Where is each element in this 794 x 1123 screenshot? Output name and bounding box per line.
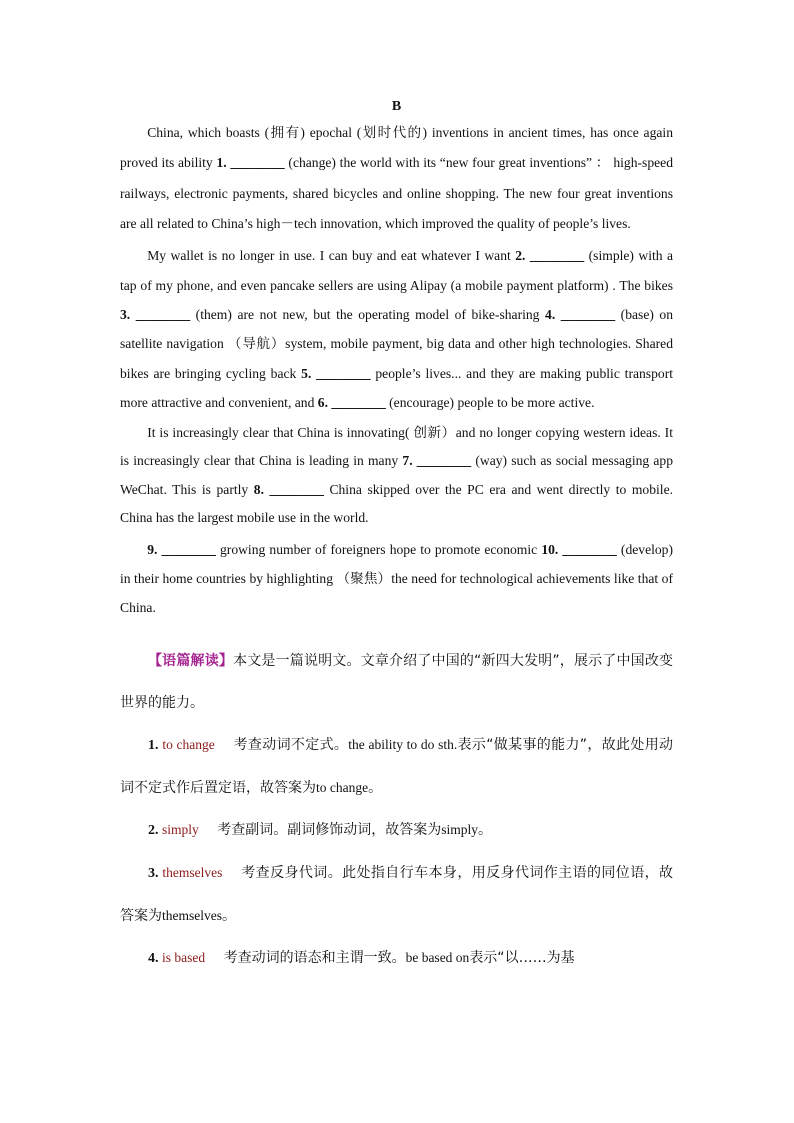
answer-number: 1.	[148, 737, 163, 753]
explanation-text: 。	[477, 821, 492, 838]
explanation-text: 考查反身代词。此处指自行车本身，用反身代词作主语的同位语，故答案为	[120, 864, 674, 924]
blank-number: 4. ________	[545, 307, 616, 322]
passage-paragraph-3	[120, 419, 673, 533]
explanation-text: simply	[441, 821, 478, 837]
answer-number: 4.	[148, 950, 162, 966]
blank-number: 9. ________	[147, 541, 216, 557]
explanation-text: themselves	[162, 907, 222, 923]
passage-text: China skipped over the PC era and went directly to mobile. China has the largest mobile use in the world.	[120, 481, 674, 526]
analysis-tag: 【语篇解读】	[148, 652, 234, 669]
section-title: B	[391, 99, 402, 114]
answer-item-2	[120, 809, 673, 852]
passage-text: people’s lives... and they are making public transport more attractive and convenient, and	[120, 365, 673, 411]
passage-paragraph-1	[120, 118, 673, 239]
explanation-text: 。	[368, 779, 383, 796]
blank-number: 10. ________	[541, 541, 617, 557]
explanation-text: 。	[222, 907, 236, 924]
explanation-text: the ability to do sth.	[348, 736, 458, 752]
answer-key: simply	[162, 821, 199, 837]
analysis-section	[120, 640, 673, 980]
passage-text: (them) are not new, but the operating model of bike-sharing	[190, 307, 546, 322]
answer-key: themselves	[162, 864, 223, 880]
explanation-text: 考查动词不定式。	[233, 736, 349, 753]
explanation-text: 表示“做某事的能力”，故此处用动词不定式作后置定语，故答案为	[120, 736, 674, 796]
passage-text: (way) such as social messaging app WeChat. This is partly	[120, 453, 674, 497]
passage-text: My wallet is no longer in use. I can buy and eat whatever I want	[147, 248, 516, 264]
passage-paragraph-4	[120, 535, 673, 622]
blank-number: 3. ________	[120, 307, 191, 322]
explanation-text: 考查副词。副词修饰动词，故答案为	[217, 821, 442, 838]
analysis-intro	[120, 640, 673, 724]
explanation-text: 考查动词的语态和主谓一致。	[223, 949, 406, 966]
passage-text: growing number of foreigners hope to promote economic	[215, 541, 542, 557]
passage-text: China, which boasts (拥有) epochal (划时代的) inventions in ancient times, has once again proved its ability	[120, 125, 673, 171]
explanation-text: be based on	[405, 949, 470, 965]
explanation-text: 表示“以……为基	[469, 949, 575, 966]
document-page	[120, 96, 673, 980]
passage-paragraph-2	[120, 241, 673, 417]
blank-number: 6. ________	[317, 395, 386, 411]
blank-number: 1. ________	[216, 155, 285, 171]
answer-key: to change	[162, 736, 215, 752]
blank-number: 2. ________	[515, 248, 585, 264]
answer-item-4	[120, 937, 673, 980]
passage-text: (base) on satellite navigation （导航）system, mobile payment, big data and other high technologies. Shared bikes are bringing cycling back	[120, 307, 674, 381]
explanation-text: to change	[316, 779, 369, 795]
answer-item-1	[120, 724, 673, 809]
passage-text: It is increasingly clear that China is innovating( 创新）and no longer copying western ideas. It is increasingly clear that China is leading in many	[120, 424, 673, 469]
blank-number: 8. ________	[253, 481, 324, 497]
passage-text: (encourage) people to be more active.	[385, 395, 595, 411]
analysis-intro-text: 本文是一篇说明文。文章介绍了中国的“新四大发明”，展示了中国改变世界的能力。	[120, 652, 673, 711]
passage-text: (simple) with a tap of my phone, and even pancake sellers are using Alipay (a mobile payment platform) . The bikes	[120, 248, 674, 293]
answer-number: 3.	[148, 865, 163, 881]
answer-key: is based	[162, 949, 206, 965]
answer-number: 2.	[148, 822, 162, 838]
blank-number: 7. ________	[402, 453, 472, 469]
blank-number: 5. ________	[301, 365, 371, 381]
passage-text: (develop) in their home countries by highlighting （聚焦）the need for technological achievements like that of China.	[120, 541, 673, 615]
passage-text: (change) the world with its “new four great inventions” ： high-speed railways, electronic payments, shared bicycles and online shopping. The new four great inventions are all related to China’s high－tech innovation, which improved the quality of people’s lives.	[120, 155, 674, 231]
answer-item-3	[120, 852, 673, 937]
